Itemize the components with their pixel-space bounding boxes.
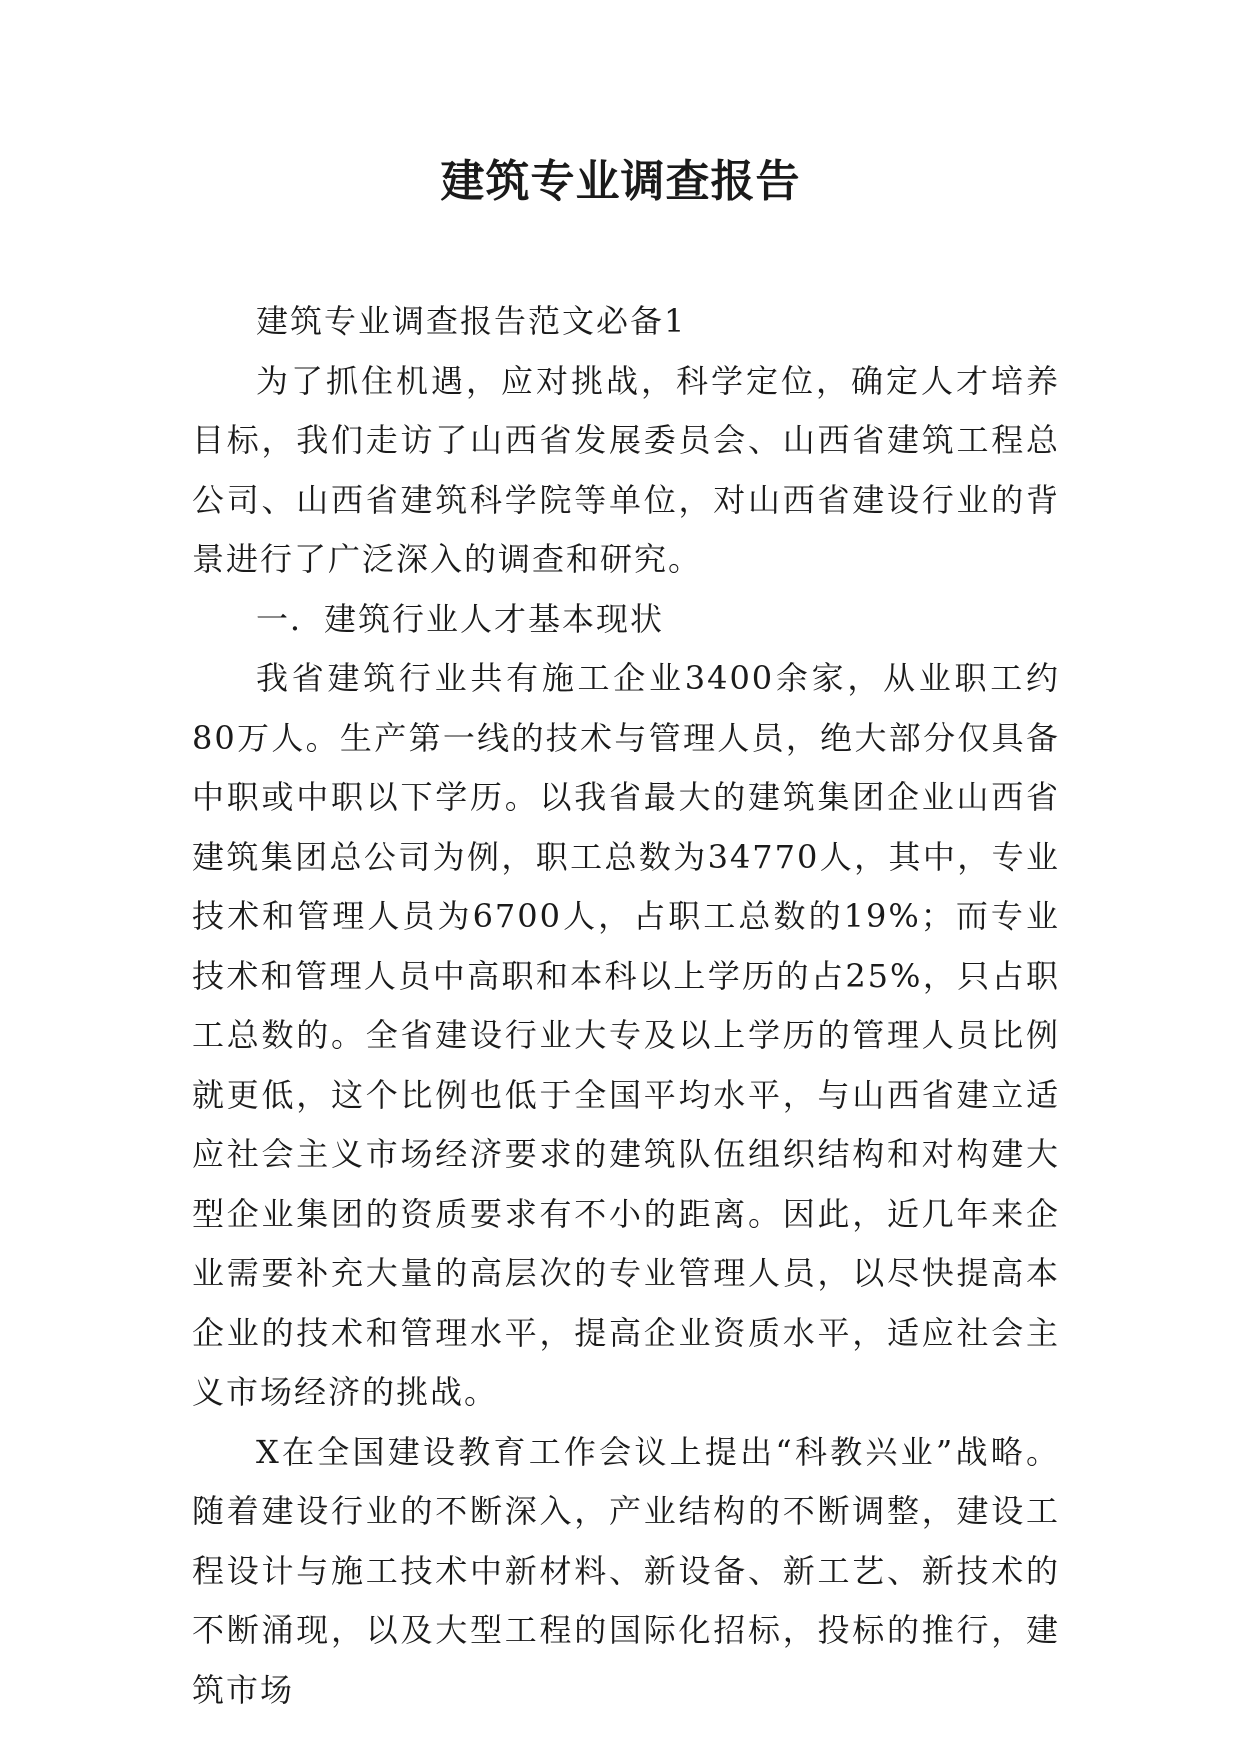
section-heading-sample-1: 建筑专业调查报告范文必备1 xyxy=(256,302,687,340)
paragraph-status: 我省建筑行业共有施工企业3400余家，从业职工约80万人。生产第一线的技术与管理人员，绝大部分仅具备中职或中职以下学历。以我省最大的建筑集团企业山西省建筑集团总公司为例，职工总数为34770人，其中，专业技术和管理人员为6700人，占职工总数的19%；而专业技术和管理人员中高职和本科以上学历的占25%，只占职工总数的。全省建设行业大专及以上学历的管理人员比例就更低，这个比例也低于全国平均水平，与山西省建立适应社会主义市场经济要求的建筑队伍组织结构和对构建大型企业集团的资质要求有不小的距离。因此，近几年来企业需要补充大量的高层次的专业管理人员，以尽快提高本企业的技术和管理水平，提高企业资质水平，适应社会主义市场经济的挑战。 xyxy=(192,659,1060,1411)
document-title: 建筑专业调查报告 xyxy=(440,156,801,207)
paragraph-strategy: X在全国建设教育工作会议上提出“科教兴业”战略。随着建设行业的不断深入，产业结构的不断调整，建设工程设计与施工技术中新材料、新设备、新工艺、新技术的不断涌现，以及大型工程的国际化招标，投标的推行，建筑市场 xyxy=(192,1432,1060,1709)
section-heading-status: 一．建筑行业人才基本现状 xyxy=(256,599,665,638)
document-body xyxy=(192,292,1060,1720)
paragraph-intro: 为了抓住机遇，应对挑战，科学定位，确定人才培养目标，我们走访了山西省发展委员会、山西省建筑工程总公司、山西省建筑科学院等单位，对山西省建设行业的背景进行了广泛深入的调查和研究。 xyxy=(192,361,1060,578)
